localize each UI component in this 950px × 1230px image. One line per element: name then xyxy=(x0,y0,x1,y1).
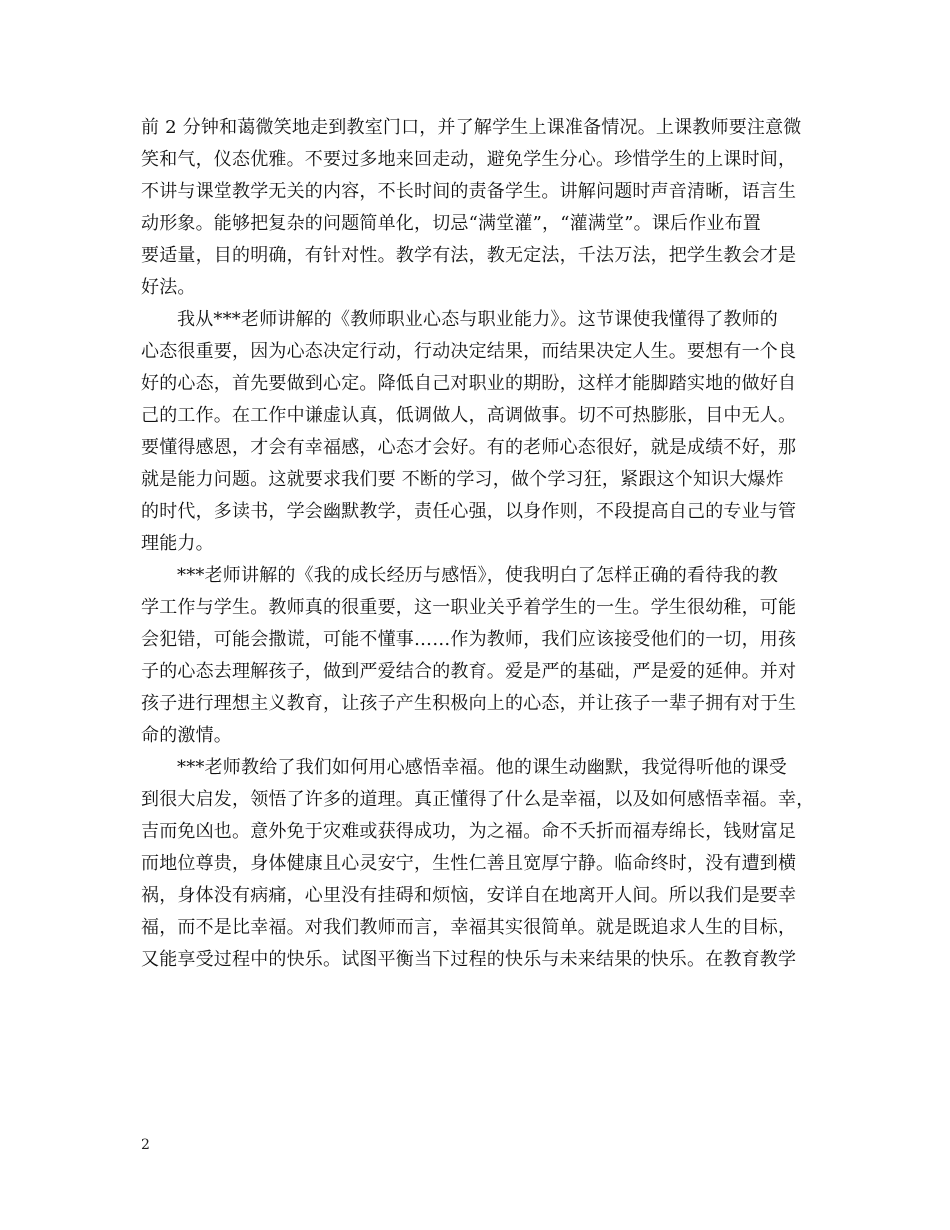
text-line: 心态很重要，因为心态决定行动，行动决定结果，而结果决定人生。要想有一个良 xyxy=(141,341,797,362)
page-number: 2 xyxy=(141,1137,150,1153)
text-line: 己的工作。在工作中谦虚认真，低调做人，高调做事。切不可热膨胀，目中无人。 xyxy=(141,405,797,426)
text-line: 祸，身体没有病痛，心里没有挂碍和烦恼，安详自在地离开人间。所以我们是要幸 xyxy=(141,885,797,906)
text-line: 福，而不是比幸福。对我们教师而言，幸福其实很简单。就是既追求人生的目标， xyxy=(141,917,797,938)
text-line: 又能享受过程中的快乐。试图平衡当下过程的快乐与未来结果的快乐。在教育教学 xyxy=(141,949,797,970)
document-body xyxy=(141,112,831,976)
text-line: 好法。 xyxy=(141,277,196,298)
text-line: 要适量，目的明确，有针对性。教学有法，教无定法，千法万法，把学生教会才是 xyxy=(141,245,797,266)
text-line: 学工作与学生。教师真的很重要，这一职业关乎着学生的一生。学生很幼稚，可能 xyxy=(141,597,797,618)
text-line: 而地位尊贵，身体健康且心灵安宁，生性仁善且宽厚宁静。临命终时，没有遭到横 xyxy=(141,853,797,874)
text-line: 就是能力问题。这就要求我们要 不断的学习，做个学习狂，紧跟这个知识大爆炸 xyxy=(141,469,784,490)
text-line: 动形象。能够把复杂的问题简单化，切忌“满堂灌”，“灌满堂”。课后作业布置 xyxy=(141,213,762,234)
text-line: 命的激情。 xyxy=(141,725,232,746)
paragraph-first-line: 我从***老师讲解的《教师职业心态与职业能力》。这节课使我懂得了教师的 xyxy=(177,309,778,330)
text-line: 前 2 分钟和蔼微笑地走到教室门口，并了解学生上课准备情况。上课教师要注意微 xyxy=(141,117,802,138)
paragraph-first-line: ***老师教给了我们如何用心感悟幸福。他的课生动幽默，我觉得听他的课受 xyxy=(177,757,787,778)
paragraph-first-line: ***老师讲解的《我的成长经历与感悟》，使我明白了怎样正确的看待我的教 xyxy=(177,565,778,586)
text-line: 的时代，多读书，学会幽默教学，责任心强，以身作则，不段提高自己的专业与管 xyxy=(141,501,797,522)
text-line: 子的心态去理解孩子，做到严爱结合的教育。爱是严的基础，严是爱的延伸。并对 xyxy=(141,661,797,682)
text-line: 理能力。 xyxy=(141,533,214,554)
text-line: 孩子进行理想主义教育，让孩子产生积极向上的心态，并让孩子一辈子拥有对于生 xyxy=(141,693,797,714)
text-line: 会犯错，可能会撒谎，可能不懂事……作为教师，我们应该接受他们的一切，用孩 xyxy=(141,629,797,650)
text-line: 吉而免凶也。意外免于灾难或获得成功，为之福。命不夭折而福寿绵长，钱财富足 xyxy=(141,821,797,842)
text-line: 不讲与课堂教学无关的内容，不长时间的责备学生。讲解问题时声音清晰，语言生 xyxy=(141,181,797,202)
text-line: 要懂得感恩，才会有幸福感，心态才会好。有的老师心态很好，就是成绩不好，那 xyxy=(141,437,797,458)
text-line: 笑和气，仪态优雅。不要过多地来回走动，避免学生分心。珍惜学生的上课时间， xyxy=(141,149,797,170)
text-line: 好的心态，首先要做到心定。降低自己对职业的期盼，这样才能脚踏实地的做好自 xyxy=(141,373,797,394)
text-line: 到很大启发，领悟了许多的道理。真正懂得了什么是幸福，以及如何感悟幸福。幸， xyxy=(141,789,815,810)
